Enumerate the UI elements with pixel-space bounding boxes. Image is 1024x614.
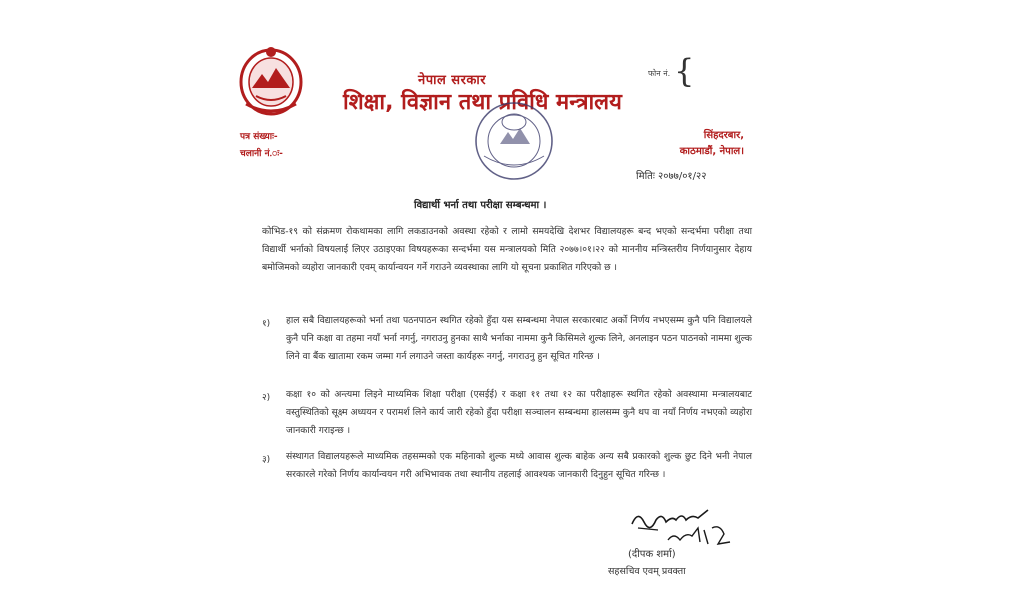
reference-number-label: पत्र संख्याः- (240, 132, 278, 142)
intro-paragraph: कोभिड-१९ को संक्रमण रोकथामका लागि लकडाउनको अवस्था रहेको र लामो समयदेखि देशभर विद्यालयहरू बन्द भएको सन्दर्भमा परीक्षा तथा विद्यार्थी भर्नाको विषयलाई लिएर उठाइएका विषयहरूका सन्दर्भमा यस मन्त्रालयको मिति २०७७।०१।२२ को माननीय मन्त्रिस्तरीय निर्णयानुसार देहाय बमोजिमको व्यहोरा जानकारी एवम् कार्यान्वयन गर्ने गराउने व्यवस्थाका लागि यो सूचना प्रकाशित गरिएको छ । (262, 226, 752, 273)
signer-name: (दीपक शर्मा) (628, 549, 676, 560)
government-title: नेपाल सरकार (418, 73, 487, 88)
dispatch-number-label: चलानी नं.ः- (240, 149, 283, 159)
item-number: ३) (262, 455, 271, 465)
phone-label: फोन नं. (648, 69, 671, 78)
list-item: हाल सबै विद्यालयहरूको भर्ना तथा पठनपाठन स्थगित रहेको हुँदा यस सम्बन्धमा नेपाल सरकारबाट अर्को निर्णय नभएसम्म कुनै पनि विद्यालयले कुनै पनि कक्षा वा तहमा नयाँ भर्ना नगर्नु, नगराउनु हुनका साथै भर्नाका नाममा कुनै किसिमले शुल्क लिने, अनलाइन पठन पाठनको नाममा शुल्क लिने वा बैंक खातामा रकम जम्मा गर्न लगाउने जस्ता कार्यहरू नगर्नु, नगराउनु हुन सूचित गरिन्छ । (286, 315, 752, 362)
address-line-1: सिंहदरबार, (703, 130, 744, 141)
letter-date: मितिः २०७७/०१/२२ (636, 171, 707, 182)
list-item: संस्थागत विद्यालयहरूले माध्यमिक तहसम्मको एक महिनाको शुल्क मध्ये आवास शुल्क बाहेक अन्य सबै प्रकारको शुल्क छुट दिने भनी नेपाल सरकारले गरेको निर्णय कार्यान्वयन गरी अभिभावक तथा स्थानीय तहलाई आवश्यक जानकारी दिनुहुन सूचित गरिन्छ । (286, 451, 752, 480)
nepal-emblem-icon (238, 44, 304, 116)
list-item: कक्षा १० को अन्त्यमा लिइने माध्यमिक शिक्षा परीक्षा (एसईई) र कक्षा ११ तथा १२ का परीक्षाहरू स्थगित रहेको अवस्थामा मन्त्रालयबाट वस्तुस्थितिको सूक्ष्म अध्ययन र परामर्श लिने कार्य जारी रहेको हुँदा परीक्षा सञ्चालन सम्बन्धमा हालसम्म कुनै थप वा नयाँ निर्णय नभएको व्यहोरा जानकारी गराइन्छ । (286, 389, 752, 436)
ministry-title: शिक्षा, विज्ञान तथा प्रविधि मन्त्रालय (343, 90, 622, 115)
phone-bracket: { (674, 52, 695, 90)
subject-line: विद्यार्थी भर्ना तथा परीक्षा सम्बन्धमा । (414, 200, 547, 211)
item-number: २) (262, 393, 271, 403)
office-seal-stamp (470, 100, 558, 182)
address-line-2: काठमाडौं, नेपाल। (679, 146, 744, 157)
item-number: १) (262, 319, 271, 329)
signer-designation: सहसचिव एवम् प्रवक्ता (608, 566, 686, 577)
